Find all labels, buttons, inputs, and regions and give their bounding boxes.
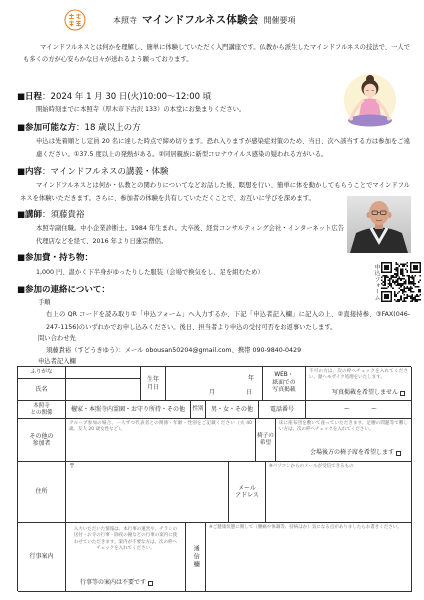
phone-separator-1: ー	[344, 406, 351, 413]
intro-text: マインドフルネスとは何かを理解し、簡単に体験していただく入門講座です。仏教から派生したマインドフルネスの技法で、一人でも多くの方が心安らかな日々が送れるよう願っております。	[23, 44, 410, 63]
email-note: ※パソコンからのメールが受信できるもの	[269, 464, 354, 469]
inquiry-heading: 問い合わせ先	[38, 335, 76, 342]
schedule-heading: ■日程：2024 年 1 月 30 日(火)10:00～12:00 頃	[17, 92, 212, 102]
title-suffix: 開催要項	[263, 16, 296, 25]
message-label: 通信欄	[186, 523, 206, 592]
phone-separator-2: ー	[371, 406, 378, 413]
content-body: マインドフルネスとは何か・仏教との関わりについてなどお話した後、瞑想を行い、簡単に体を動かしてもらうことでマインドフルネスを体験いただきます。さらに、参加者の体験を共有していただくことで、お互いに学びを深めます。	[20, 182, 410, 202]
page-title	[113, 12, 295, 27]
events-field	[66, 523, 186, 592]
contact-heading: ■参加の連絡について：	[17, 285, 110, 295]
procedure-heading: 手順	[38, 299, 51, 306]
others-note: グループ参加の場合、一人ずつ代表者との関係・年齢・性別をご記載ください（夫 40 歳、友人 20 歳女性など）。	[69, 421, 252, 432]
seal-logo-icon	[64, 9, 86, 31]
message-field[interactable]	[206, 523, 412, 592]
photo-option: 写真掲載を希望しません	[332, 389, 405, 397]
birthdate-label: 生年 月日	[141, 367, 166, 401]
phone-field[interactable]	[306, 401, 412, 419]
events-note: 入力いただいた情報は、本行事の運営や、チラシの送付・お寺の行事・除夜の鐘などの行事の案内に使わせていただきます。案内が不要な方は、次の枠へチェックを入れてください。	[73, 527, 178, 551]
furigana-field[interactable]	[66, 367, 141, 379]
qr-code	[381, 262, 421, 302]
eligibility-body: 申込は先着順とし定員 20 名に達した時点で締め切ります。恐れ入りますが感染症対策のため、当日、次へ該当する方は参加をご遠慮ください。①37.5 度以上の発熱がある。②同居親族に新型コロナウイルス感染の疑われる方がいる。	[36, 138, 410, 158]
events-option: 行事等の案内は不要です	[80, 579, 153, 587]
gender-label: 性別	[191, 401, 206, 419]
relation-label: 本照寺 との関係	[18, 401, 66, 419]
postal-mark: 〒	[69, 463, 76, 470]
eligibility-heading: ■参加可能な方：18 歳以上の方	[17, 123, 141, 133]
others-label: その他の 参加者	[18, 419, 66, 462]
lecturer-heading: ■講師：須藤貴裕	[17, 210, 85, 220]
photo-label: WEB・ 紙面での 写真掲載	[263, 367, 306, 401]
address-label: 住所	[18, 462, 66, 523]
photo-field	[306, 367, 412, 401]
content-heading: ■内容：マインドフルネスの講義・体験	[17, 167, 169, 177]
message-note: ※ご健康状態に関して（腰痛や体調等、持病ほか）気になる点がありましたらお書きください。	[209, 525, 402, 530]
email-label: メール アドレス	[229, 462, 266, 523]
schedule-body: 開始時刻までに本照寺（厚木市下古沢 133）の本堂にお集まりください。	[36, 106, 246, 113]
others-field[interactable]	[66, 419, 256, 462]
chair-option: 会場後方の椅子席を希望します	[310, 449, 401, 457]
inquiry-body: 須藤貴裕（すどうきゆう）：メール obousan50204@gmail.com、携帯 090-9840-0429	[46, 347, 302, 354]
birthdate-year-mark: 年	[248, 375, 255, 382]
chair-field	[276, 419, 412, 462]
form-heading: 申込者記入欄	[38, 358, 76, 365]
title-main: マインドフルネス体験会	[142, 14, 259, 26]
lecturer-body: 本照寺副住職。中小企業診断士。1984 年生まれ。大卒後、経営コンサルティング会社・インターネット広告代理店などを経て、2016 年より日蓮宗僧侶。	[36, 225, 344, 245]
gender-options[interactable]: 男・女・その他	[206, 401, 259, 419]
application-form	[17, 366, 411, 591]
birthdate-month-mark: 月	[209, 389, 216, 396]
qr-label: 申込フォーム	[373, 264, 379, 301]
fee-heading: ■参加費・持ち物：	[17, 253, 94, 263]
address-field[interactable]	[66, 462, 229, 523]
title-temple: 本照寺	[113, 16, 137, 25]
photo-note: 不可の方は、次の枠へチェックを入れてください。顔へモザイク処理をいたします。	[309, 369, 408, 380]
events-label: 行事案内	[18, 523, 66, 592]
chair-label: 椅子の 希望	[256, 419, 276, 462]
chair-note: 床に座布団を敷いて座っていただきます。足腰の問題等で難しい方は、次の枠へチェックを入れてください。	[279, 421, 408, 432]
events-optout-checkbox[interactable]	[148, 581, 153, 586]
photo-optout-checkbox[interactable]	[400, 391, 405, 396]
phone-label: 電話番号	[259, 401, 306, 419]
name-label: 氏名	[18, 379, 66, 401]
furigana-label: ふりがな	[18, 367, 66, 379]
relation-options[interactable]: 檀家・本照寺内霊園・お守り所持・その他	[66, 401, 191, 419]
chair-request-checkbox[interactable]	[396, 451, 401, 456]
meditation-illustration	[342, 72, 398, 130]
email-field[interactable]	[266, 462, 412, 523]
procedure-body: 右上の QR コードを読み取り①「申込フォーム」へ入力するか、下記「申込者記入欄」に記入の上、②直接持参、③FAX(046-247-1156)のいずれかでお申し込みください。後日、担当者より申込の受付可否をお返事いたします。	[46, 311, 410, 331]
name-field[interactable]	[66, 379, 141, 401]
lecturer-photo	[347, 196, 411, 253]
birthdate-field[interactable]	[166, 367, 263, 401]
birthdate-day-mark: 日	[246, 389, 253, 396]
fee-body: 1,000 円、温かく下半身がゆったりした服装（会場で換気をし、足を組むため）	[36, 269, 264, 276]
